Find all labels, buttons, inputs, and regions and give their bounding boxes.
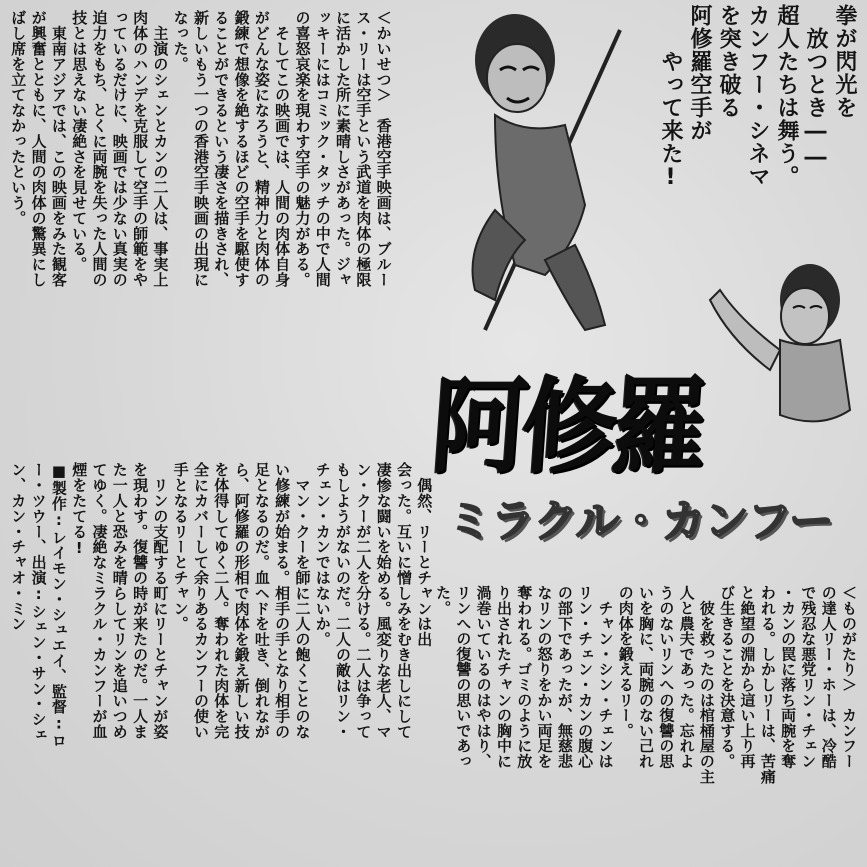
fighter-figure-left <box>473 14 606 330</box>
movie-subtitle: ミラクル・カンフー <box>448 496 833 547</box>
commentary-column: ＜かいせつ＞ 香港空手映画は、ブルー ス・リーは空手という武道を肉体の極限 に活かした所に素晴しさがあった。ジャ ッキーにはコミック・タッチの中で人間 の喜怒哀楽を現わす空手の魅力がある。 そしてこの映画では、人間の肉体自身 がどんな姿になろうと、精神力と肉体の 鍛練で想像を絶するほどの空手を駆使す ることができるという凄さを描きされ、 新しいもう一つの香港空手映画の出現に なった。 主演のシェンとカンの二人は、事実上 肉体のハンデを克服して空手の師範をや っているだけに、映画では少ない真実の 迫力をもち、とくに両腕を失った人間の 技とは思えない凄絶さを見せている。 東南アジアでは、この映画をみた観客 が興奮とともに、人間の肉体の驚異にし ばし席を立てなかったという。 <box>9 10 393 288</box>
headline-copy: 拳が閃光を 放つとき―― 超人たちは舞う。 カンフー・シネマ を突き破る 阿修羅空手が やって来た! <box>658 4 857 191</box>
fighter-figure-right <box>710 264 850 421</box>
story-continuation-column: 偶然、リーとチャンは出 会った。互いに憎しみをむき出しにして 凄惨な闘いを始める。風変りな老人、マ ン・クーが二人を分ける。二人は争って もしようがないのだ。二人の敵はリン・ チェン・カンではないか。 マン・クーを師に二人の飽くことのな い修練が始まる。相手の手となり相手の 足となるのだ。血ヘドを吐き、倒れなが ら、阿修羅の形相で肉体を鍛え新しい技 を体得してゆく二人。奪われた肉体を完 全にカバーして余りあるカンフーの使い 手となるリーとチャン。 リンの支配する町にリーとチャンが姿 を現わす。復讐の時が来たのだ。一人ま た一人と恐みを晴らしてリンを追いつめ てゆく。凄絶なミラクル・カンフーが血 煙をたてる! ■製作:レイモン・シュエイ、監督:ロ ー・ツウー、出演:シェン・サン・シェ ン、カン・チャオ・ミン <box>9 462 434 749</box>
movie-title: 阿修羅 <box>427 365 706 488</box>
story-column: ＜ものがたり＞ カンフー の達人リー・ホーは、冷酷 で残忍な悪党リン・チェン ・カンの罠に落ち両腕を奪 われる。しかしリーは、苦痛 と絶望の淵から這い上り再 び生きることを決意する。 彼を救ったのは棺桶屋の主 人と農夫であった。忘れよ うのないリンへの復讐の思 いを胸に、両腕のない己れ の肉体を鍛えるリー。 チャン・シン・チェンは リン・チェン・カンの腹心 の部下であったが、無慈悲 なリンの怒りをかい両足を 奪われる。ゴミのように放 り出されたチャンの胸中に 渦巻いているのはやはり、 リンへの復讐の思いであっ た。 <box>434 585 858 784</box>
